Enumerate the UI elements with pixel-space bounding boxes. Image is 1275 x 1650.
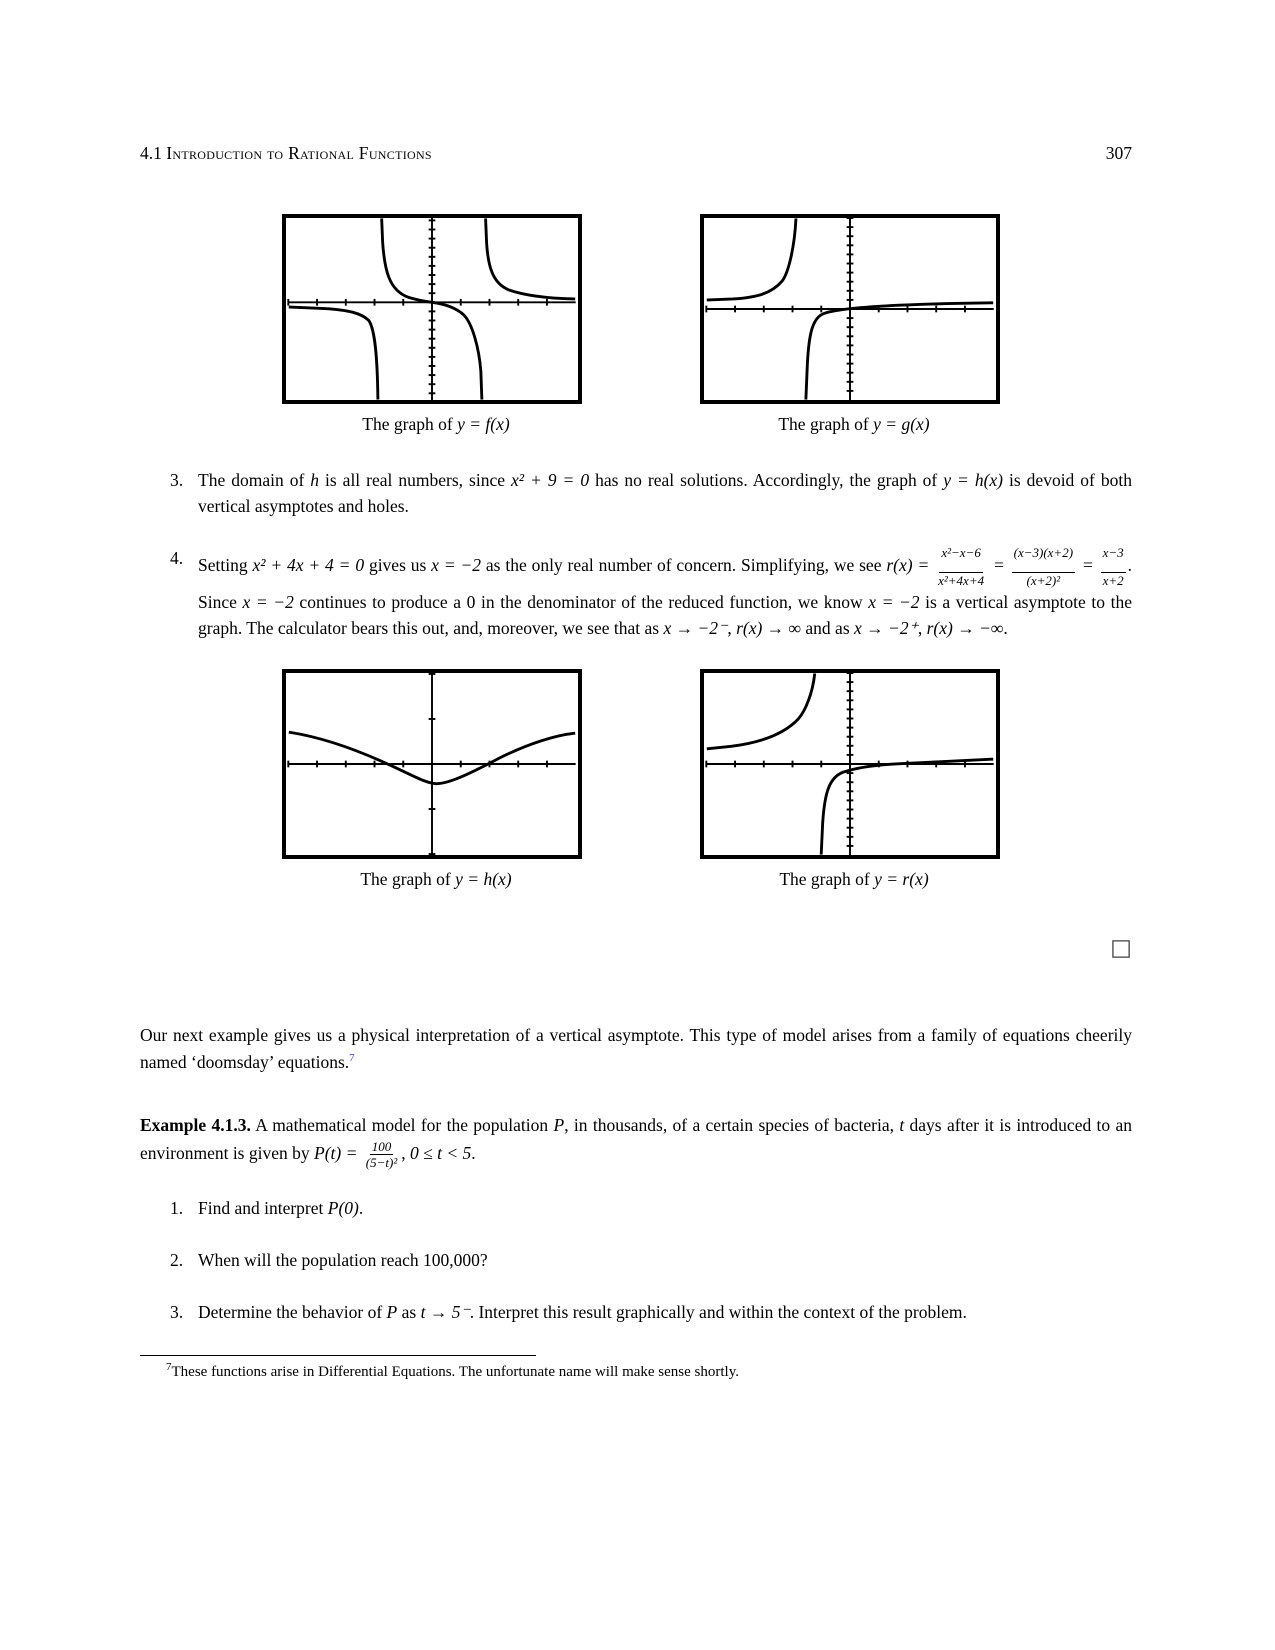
solution-item-4 (170, 545, 1132, 641)
footnote-block (140, 1355, 1132, 1383)
page-number: 307 (1105, 143, 1132, 163)
calculator-screen-h (282, 669, 582, 859)
inline-fraction: $\frac{x-3}{x+2}$ (1102, 545, 1124, 588)
list-number: 3. (170, 470, 184, 490)
paragraph-example-4-1-3: Example 4.1.3. A mathematical model for the population P, in thousands, of a certain species of bacteria, t days after it is introduced to an environment is given by P(t) = $\frac{100}{\text{(5−t)²}}$ , 0 ≤ t < 5. (140, 1114, 1132, 1171)
solution-item-3-text: The domain of h is all real numbers, since x² + 9 = 0 has no real solutions. Accordingly, the graph of y = h(x) is devoid of both vertical asymptotes and holes. (198, 470, 1132, 516)
solution-item-3 (170, 467, 1132, 519)
footnote-marker: 7 (166, 1360, 172, 1373)
figure-graph-r (700, 669, 1008, 890)
section-title: Introduction to Rational Functions (166, 143, 432, 163)
list-number: 2. (170, 1249, 184, 1270)
example-question-list (170, 1195, 1132, 1325)
figure-graph-g (700, 214, 1008, 435)
figure-graph-f (282, 214, 590, 435)
f-branch-left (290, 307, 378, 398)
calculator-screen-g (700, 214, 1000, 404)
solution-item-4-text: Setting x² + 4x + 4 = 0 gives us x = −2 as the only real number of concern. Simplifying, we see r(x) = $\frac{\text{x²−x−6}}{\text{x²+4x+4}}$ = $\frac{(x-3)(x+2)}{\text{(x+2)²}}$ = $\frac{x-3}{x+2}$ . Since x = −2 continues to produce a 0 in the denominator of the reduced function, we know x = −2 is a vertical asymptote to the graph. The calculator bears this out, and, moreover, we see that as x → −2⁻, r(x) → ∞ and as x → −2⁺, r(x) → −∞. (198, 545, 1132, 638)
calculator-screen-r (700, 669, 1000, 859)
r-branch-left (708, 675, 814, 749)
caption-graph-h: The graph of y = h(x) (360, 868, 512, 889)
example-item-1 (170, 1195, 1132, 1221)
footnote-text (140, 1362, 1132, 1383)
paragraph-doomsday: Our next example gives us a physical interpretation of a vertical asymptote. This type of model arises from a family of equations cheerily named ‘doomsday’ equations.$^7$ (140, 1024, 1132, 1072)
list-number: 1. (170, 1197, 184, 1218)
calculator-screen-f (282, 214, 582, 404)
section-heading (140, 143, 432, 164)
solution-list (170, 467, 1132, 641)
footnote-rule (140, 1355, 536, 1356)
inline-fraction: $\frac{(x-3)(x+2)}{\text{(x+2)²}}$ (1013, 545, 1074, 588)
footnote-reference-link[interactable]: 7 (349, 1051, 355, 1064)
example-item-3 (170, 1299, 1132, 1325)
list-number: 4. (170, 548, 184, 568)
inline-fraction: $\frac{100}{\text{(5−t)²}}$ (365, 1138, 398, 1171)
g-branch-left (708, 220, 796, 300)
page-content (140, 143, 1132, 1383)
figure-row-top (282, 214, 1132, 435)
caption-graph-g: The graph of y = g(x) (778, 414, 930, 434)
caption-graph-f: The graph of y = f(x) (362, 414, 510, 434)
figure-row-bottom (282, 669, 1132, 890)
example-item-2-text: When will the population reach 100,000? (198, 1249, 488, 1270)
example-item-3-text: Determine the behavior of P as t → 5⁻. Interpret this result graphically and within the context of the problem. (198, 1301, 967, 1322)
list-number: 3. (170, 1301, 184, 1322)
example-item-1-text: Find and interpret P(0). (198, 1197, 364, 1218)
qed-row (140, 934, 1132, 961)
footnote-body: These functions arise in Differential Equations. The unfortunate name will make sense shortly. (171, 1363, 739, 1380)
qed-box: □ (1110, 934, 1132, 961)
figure-graph-h (282, 669, 590, 890)
running-header (140, 143, 1132, 164)
section-number: 4.1 (140, 143, 162, 163)
example-item-2 (170, 1247, 1132, 1273)
g-branch-right (806, 303, 992, 398)
f-branch-right (486, 220, 574, 299)
caption-graph-r: The graph of y = r(x) (779, 868, 929, 889)
inline-fraction: $\frac{\text{x²−x−6}}{\text{x²+4x+4}}$ (938, 545, 985, 588)
